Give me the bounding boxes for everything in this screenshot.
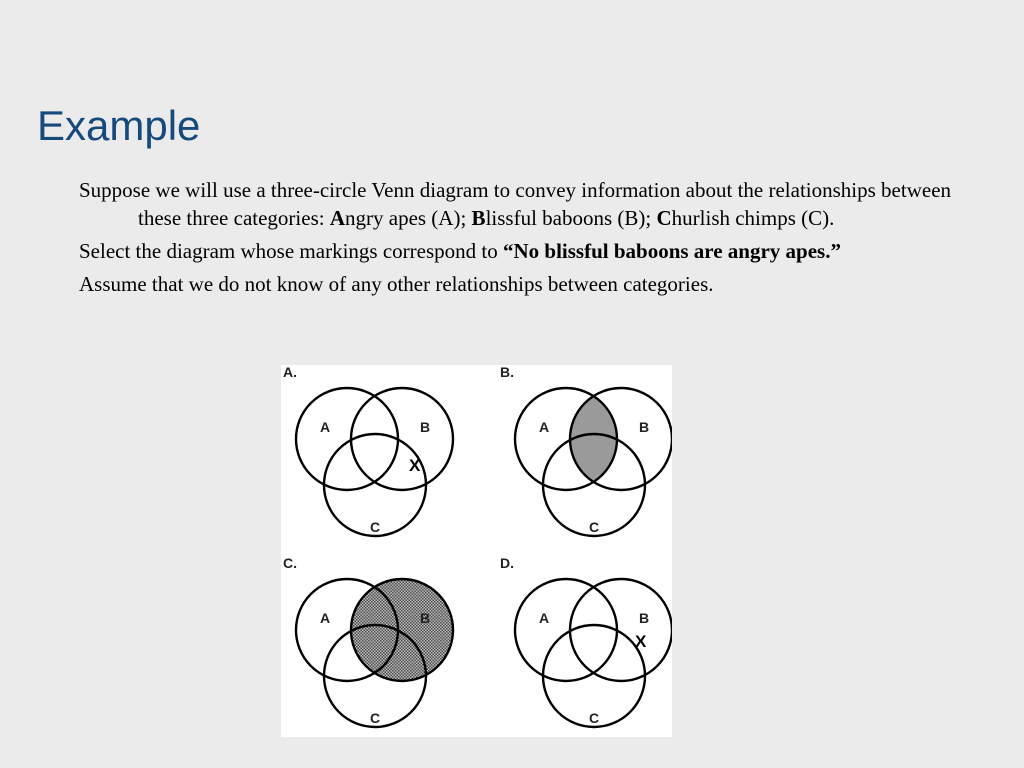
circle-a-label: A: [320, 610, 331, 626]
circle-a-label: A: [539, 419, 550, 435]
option-a-label: A.: [283, 365, 297, 380]
circle-b-label: B: [639, 419, 650, 435]
x-mark: X: [635, 632, 647, 651]
venn-option-c[interactable]: [283, 555, 453, 727]
option-d-label: D.: [500, 555, 514, 571]
slide-title: Example: [37, 102, 201, 149]
blissful-initial: B: [471, 206, 486, 230]
question-paragraph: [79, 237, 959, 265]
option-c-label: C.: [283, 555, 297, 571]
circle-b-label: B: [420, 419, 431, 435]
circle-a-label: A: [320, 419, 331, 435]
intro-paragraph: [79, 176, 959, 232]
angry-initial: A: [329, 206, 345, 230]
churlish-initial: C: [656, 206, 672, 230]
x-mark: X: [409, 456, 421, 475]
intro-text: Suppose we will use a three-circle Venn diagram to convey information about the relationships between these three categories:: [79, 178, 952, 230]
blissful-rest: lissful baboons (B);: [485, 206, 657, 230]
churlish-rest: hurlish chimps (C).: [671, 206, 835, 230]
question-text: Select the diagram whose markings correspond to: [79, 239, 503, 263]
option-b-label: B.: [500, 365, 514, 380]
venn-option-a[interactable]: [283, 365, 453, 536]
circle-c-label: C: [589, 519, 600, 535]
circle-b-label: B: [420, 610, 431, 626]
circle-a-label: A: [539, 610, 550, 626]
venn-diagram-options: [281, 365, 672, 737]
statement-text: “No blissful baboons are angry apes.”: [502, 239, 841, 263]
angry-rest: ngry apes (A);: [345, 206, 472, 230]
venn-option-b[interactable]: [500, 365, 672, 536]
assumption-paragraph: Assume that we do not know of any other relationships between categories.: [79, 272, 714, 296]
circle-c-label: C: [370, 710, 381, 726]
circle-b-label: B: [639, 610, 650, 626]
slide-body: [79, 176, 959, 303]
venn-option-d[interactable]: [500, 555, 672, 727]
circle-c-label: C: [370, 519, 381, 535]
circle-c-label: C: [589, 710, 600, 726]
